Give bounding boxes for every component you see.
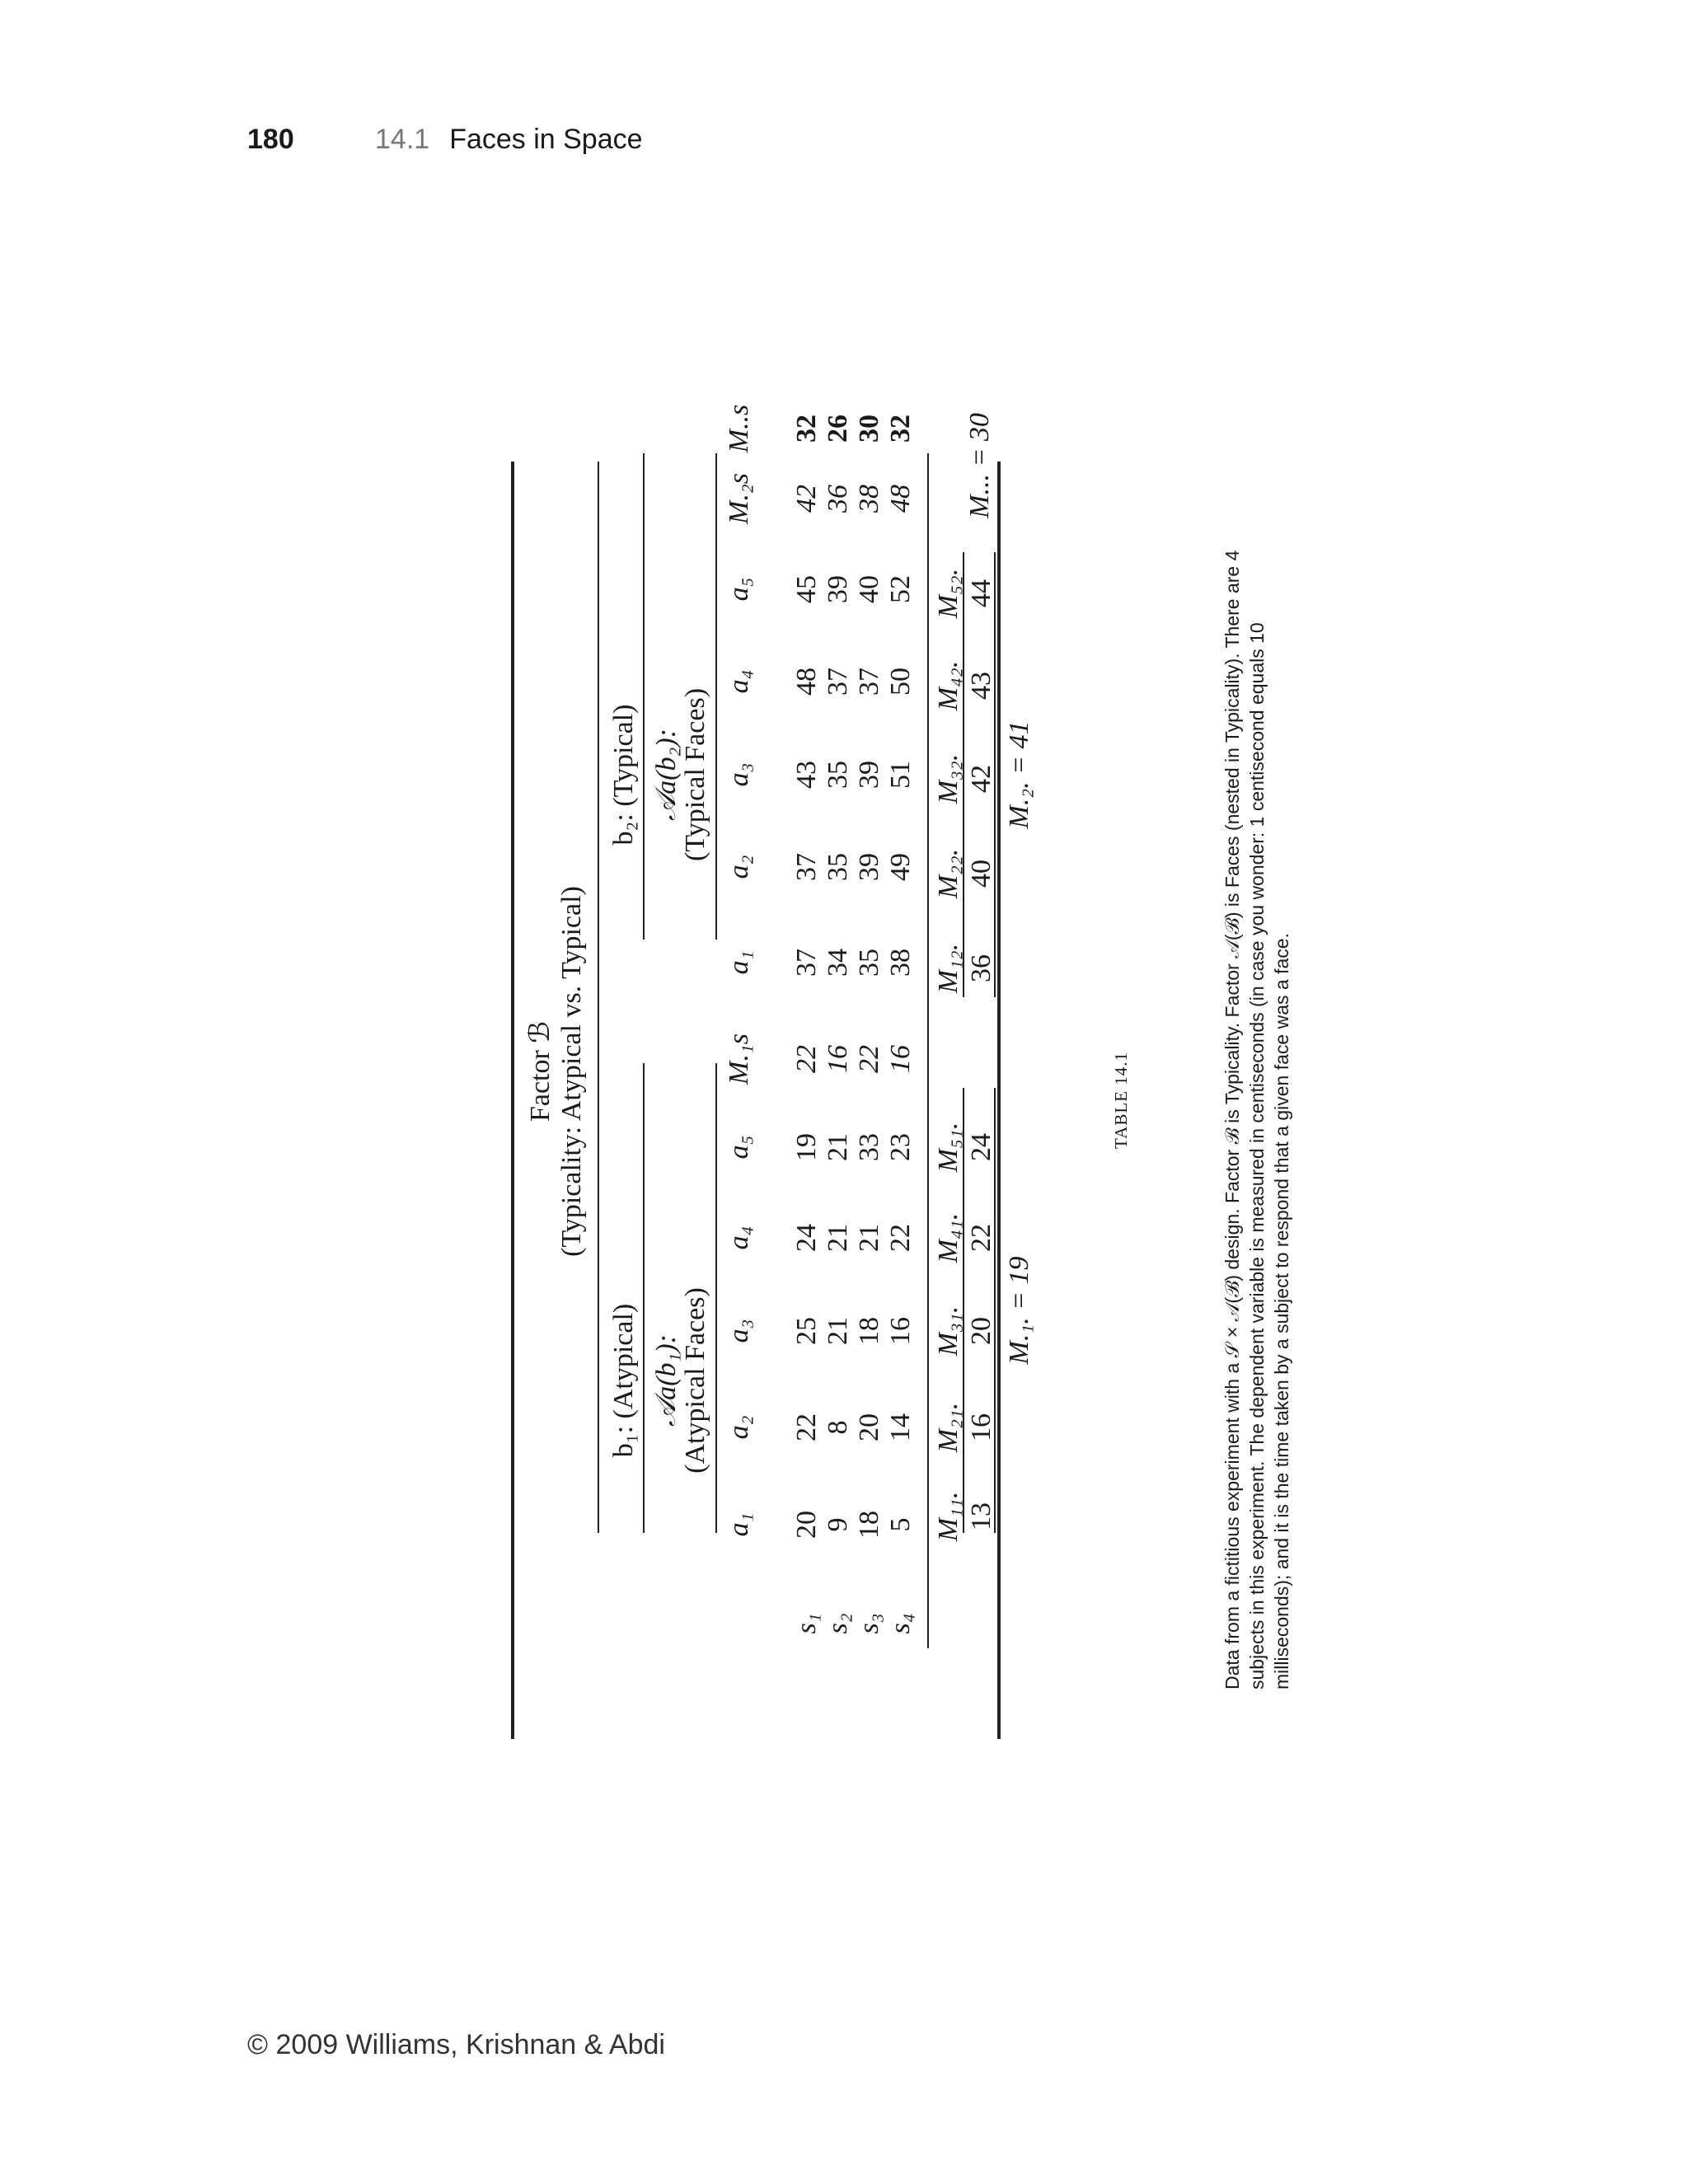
mean-top-rule [927, 453, 929, 1648]
mean-value: 40 [966, 860, 996, 888]
table-cell: 21 [854, 1224, 884, 1252]
b2-desc: (Typical Faces) [680, 687, 710, 862]
table-cell: 38 [854, 485, 884, 513]
col-header: M.₁s [724, 1033, 754, 1085]
mean-value: 22 [966, 1224, 996, 1252]
mean-value: 43 [966, 672, 996, 700]
b1-desc: (Atypical Faces) [680, 1287, 710, 1474]
col-header: a₁ [724, 950, 754, 975]
group-mean-b2: M.₂. = 41 [1004, 720, 1034, 829]
col-header: a₅ [724, 1135, 754, 1160]
table-cell: 37 [823, 668, 853, 696]
table-cell: 26 [823, 415, 853, 443]
col-header: M..s [724, 404, 754, 453]
group-mean-b1: M.₁. = 19 [1004, 1256, 1034, 1365]
b1-label: b₁: (Atypical) [608, 1303, 639, 1458]
col-header: a₄ [724, 669, 754, 694]
b1-sub-underline [715, 1063, 717, 1533]
mean-value: 44 [966, 579, 996, 607]
section-number: 14.1 [375, 124, 430, 155]
col-header: a₂ [724, 1415, 754, 1440]
table-top-rule [511, 462, 514, 1739]
mean-label: M₅₂. [933, 568, 964, 619]
table-cell: 34 [823, 949, 853, 977]
mean-label: M₃₂. [933, 753, 964, 804]
mean-label: M₂₂. [933, 848, 964, 899]
table-cell: 30 [854, 415, 884, 443]
table-cell: 33 [854, 1133, 884, 1161]
table-cell: 22 [854, 1045, 884, 1073]
table-cell: 49 [885, 853, 916, 881]
table-label: TABLE 14.1 [1111, 1052, 1131, 1149]
table-cell: 45 [791, 575, 822, 603]
table-cell: 18 [854, 1317, 884, 1345]
col-header: a₅ [724, 577, 754, 602]
table-cell: 39 [854, 853, 884, 881]
page-header [247, 124, 643, 156]
table-cell: 21 [823, 1133, 853, 1161]
b2-sub-underline [715, 453, 717, 940]
mean-value: 36 [966, 954, 996, 982]
col-header: a₃ [724, 762, 754, 787]
table-cell: 16 [885, 1045, 916, 1073]
table-caption: Data from a fictitious experiment with a 𝒮 × 𝒜(ℬ) design. Factor ℬ is Typicality. Factor 𝒜(ℬ) is Faces (nested in Typicality). There are 4 subjects in this experiment. The dependent variable is measured in centiseconds (in case you wonder: 1 centisecond equals 10 milliseconds); and it is the time taken by a subject to respond that a given face was a face. [1221, 550, 1292, 1690]
col-header: a₃ [724, 1319, 754, 1343]
mean-label: M₄₁. [933, 1212, 964, 1263]
table-cell: 18 [854, 1511, 884, 1539]
table-cell: 50 [885, 668, 916, 696]
table-cell: 19 [791, 1133, 822, 1161]
row-label: s₃ [854, 1613, 884, 1634]
col-header: a₂ [724, 855, 754, 879]
factor-title: Factor ℬ [525, 1020, 556, 1122]
table-cell: 48 [885, 485, 916, 513]
table-cell: 35 [823, 761, 853, 789]
table-cell: 38 [885, 949, 916, 977]
table-cell: 40 [854, 575, 884, 603]
grand-mean: M... = 30 [964, 413, 995, 518]
table-cell: 32 [791, 415, 822, 443]
mean-value: 16 [966, 1413, 996, 1441]
table-cell: 22 [885, 1224, 916, 1252]
table-cell: 36 [823, 485, 853, 513]
mean-label: M₁₁. [933, 1491, 964, 1542]
page-footer: © 2009 Williams, Krishnan & Abdi [247, 2029, 665, 2060]
table-cell: 5 [885, 1517, 916, 1532]
table-cell: 43 [791, 761, 822, 789]
mean-label: M₅₁. [933, 1122, 964, 1173]
table-cell: 14 [885, 1413, 916, 1441]
table-cell: 8 [823, 1420, 853, 1435]
mean-value: 20 [966, 1317, 996, 1345]
col-header: a₄ [724, 1226, 754, 1250]
table-cell: 35 [823, 853, 853, 881]
table-cell: 20 [791, 1511, 822, 1539]
b2-underline [643, 453, 645, 940]
table-cell: 25 [791, 1317, 822, 1345]
row-label: s₁ [791, 1613, 822, 1634]
section-title: Faces in Space [449, 124, 643, 155]
table-cell: 37 [854, 668, 884, 696]
factor-subtitle: (Typicality: Atypical vs. Typical) [556, 886, 587, 1257]
table-cell: 16 [823, 1045, 853, 1073]
table-cell: 20 [854, 1413, 884, 1441]
table-cell: 21 [823, 1317, 853, 1345]
table-cell: 52 [885, 575, 916, 603]
rotated-table-block [511, 404, 1401, 1739]
table-cell: 16 [885, 1317, 916, 1345]
table-cell: 21 [823, 1224, 853, 1252]
b2-nested-label: 𝒜a(b₂): [651, 729, 682, 821]
factor-underline [598, 462, 599, 1533]
table-cell: 32 [885, 415, 916, 443]
b2-label: b₂: (Typical) [608, 704, 639, 846]
mean-label: M₂₁. [933, 1402, 964, 1453]
table-cell: 24 [791, 1224, 822, 1252]
mean-label: M₄₂. [933, 660, 964, 711]
table-cell: 39 [854, 761, 884, 789]
b1-underline [643, 1063, 645, 1533]
mean-label: M₃₁. [933, 1305, 964, 1357]
mean-label: M₁₂. [933, 943, 964, 994]
mean-value: 13 [966, 1502, 996, 1530]
table-cell: 51 [885, 761, 916, 789]
table-cell: 9 [823, 1517, 853, 1532]
table-cell: 35 [854, 949, 884, 977]
table-cell: 42 [791, 485, 822, 513]
mean-value: 42 [966, 765, 996, 793]
col-header: M.₂s [724, 473, 754, 524]
table-cell: 48 [791, 668, 822, 696]
table-cell: 23 [885, 1133, 916, 1161]
table-cell: 22 [791, 1045, 822, 1073]
table-cell: 37 [791, 949, 822, 977]
row-label: s₂ [823, 1613, 853, 1634]
col-header: a₁ [724, 1512, 754, 1537]
table-cell: 39 [823, 575, 853, 603]
page-number: 180 [247, 124, 294, 155]
table-cell: 37 [791, 853, 822, 881]
row-label: s₄ [885, 1613, 916, 1634]
table-cell: 22 [791, 1413, 822, 1441]
mean-value: 24 [966, 1133, 996, 1161]
table-bottom-rule [997, 462, 1001, 1739]
b1-nested-label: 𝒜a(b₁): [651, 1334, 682, 1427]
